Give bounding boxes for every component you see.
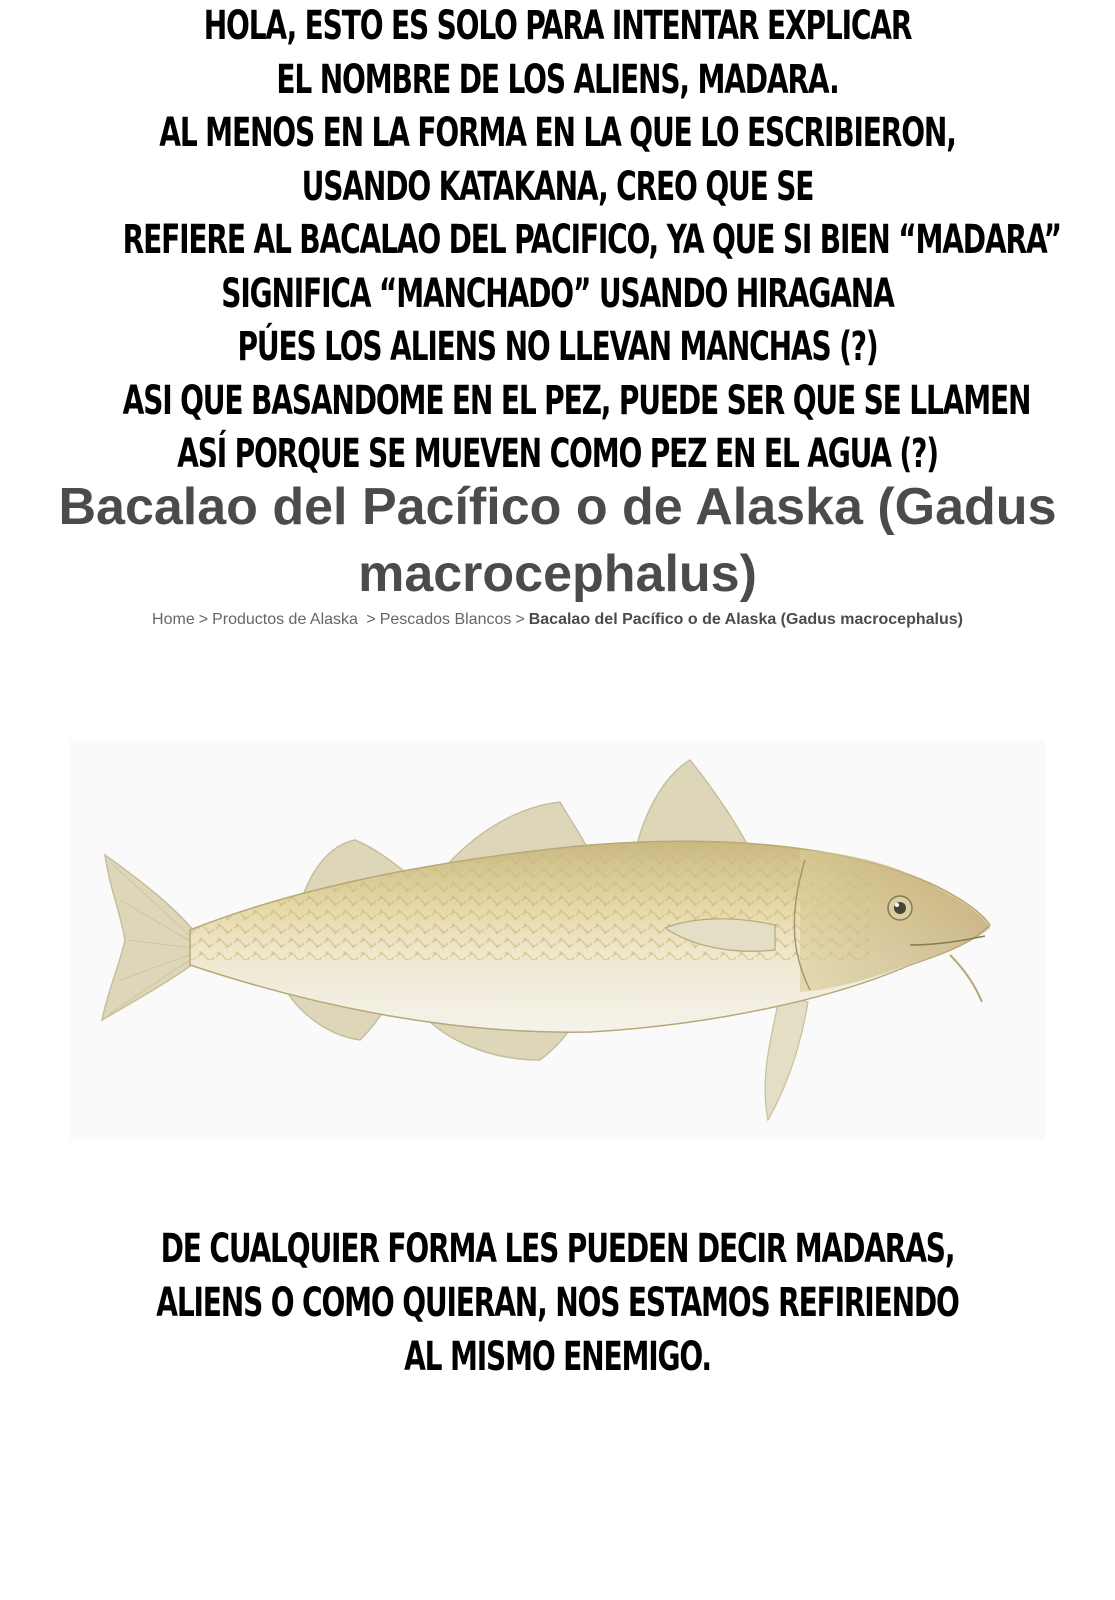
breadcrumb-current: Bacalao del Pacífico o de Alaska (Gadus macrocephalus) xyxy=(528,611,963,628)
outro-line: DE CUALQUIER FORMA LES PUEDEN DECIR MADARAS, xyxy=(160,1226,955,1272)
dorsal-fin-3 xyxy=(635,760,750,852)
intro-line: EL NOMBRE DE LOS ALIENS, MADARA. xyxy=(276,56,839,103)
outro-line: ALIENS O COMO QUIERAN, NOS ESTAMOS REFIRIENDO xyxy=(156,1280,959,1326)
intro-line: PÚES LOS ALIENS NO LLEVAN MANCHAS (?) xyxy=(237,324,878,370)
breadcrumb-home-link[interactable]: Home xyxy=(152,611,195,628)
pelvic-fin xyxy=(765,995,808,1120)
breadcrumb-separator: > xyxy=(366,611,376,628)
breadcrumb-pescados-link[interactable]: Pescados Blancos xyxy=(379,611,512,628)
outro-line: AL MISMO ENEMIGO. xyxy=(404,1334,711,1380)
barbel xyxy=(950,955,982,1002)
intro-line: HOLA, ESTO ES SOLO PARA INTENTAR EXPLICAR xyxy=(203,3,912,49)
intro-line: AL MENOS EN LA FORMA EN LA QUE LO ESCRIBIERON, xyxy=(159,110,956,156)
breadcrumb-separator: > xyxy=(515,611,525,628)
breadcrumb-productos-link[interactable]: Productos de Alaska xyxy=(212,611,358,628)
intro-line: USANDO KATAKANA, CREO QUE SE xyxy=(301,163,814,210)
breadcrumb-separator: > xyxy=(198,611,209,628)
page-title: Bacalao del Pacífico o de Alaska (Gadus macrocephalus) xyxy=(58,478,1057,603)
breadcrumb xyxy=(0,609,1115,631)
intro-line: SIGNIFICA “MANCHADO” USANDO HIRAGANA xyxy=(221,270,894,317)
outro-text xyxy=(123,1222,993,1384)
intro-line: REFIERE AL BACALAO DEL PACIFICO, YA QUE SI BIEN “MADARA” xyxy=(122,217,1061,263)
fish-image xyxy=(70,740,1045,1140)
intro-line: ASI QUE BASANDOME EN EL PEZ, PUEDE SER QUE SE LLAMEN xyxy=(122,377,1031,424)
intro-line: ASÍ PORQUE SE MUEVEN COMO PEZ EN EL AGUA (?) xyxy=(177,431,938,477)
intro-text xyxy=(122,0,1061,482)
pacific-cod-illustration xyxy=(70,740,1045,1140)
